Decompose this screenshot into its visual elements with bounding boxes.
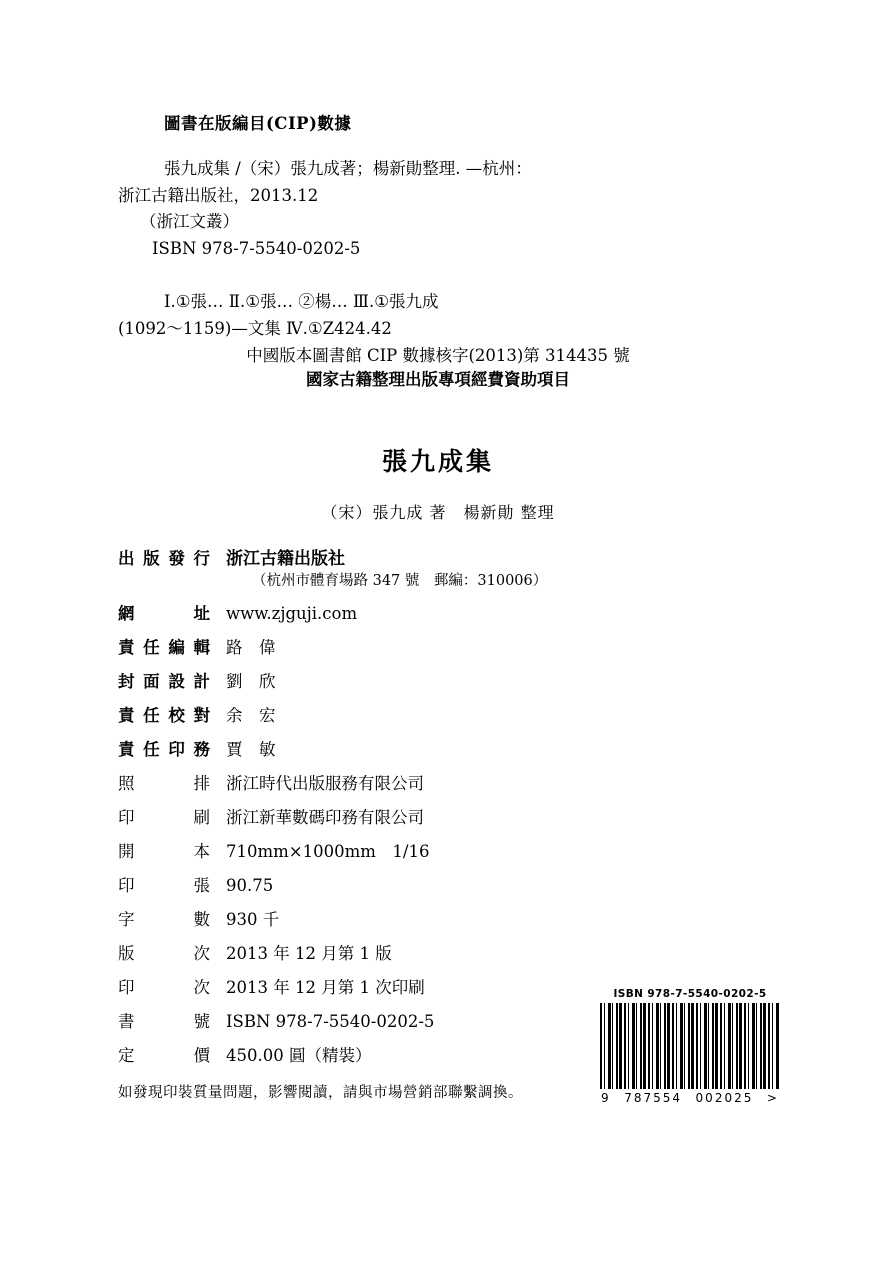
barcode-bars bbox=[600, 1003, 780, 1089]
colophon-label: 印 次 bbox=[118, 978, 210, 998]
barcode-digit-left: 9 bbox=[601, 1091, 611, 1105]
colophon-row bbox=[118, 629, 758, 663]
colophon-label: 印 張 bbox=[118, 876, 210, 896]
colophon-label: 印 刷 bbox=[118, 808, 210, 828]
book-title: 張九成集 bbox=[381, 447, 494, 477]
barcode-digit-mid: 787554 bbox=[624, 1091, 682, 1105]
colophon-value: 浙江時代出版服務有限公司 bbox=[226, 774, 424, 794]
colophon-value: 2013 年 12 月第 1 版 bbox=[226, 944, 392, 964]
colophon-value: 930 千 bbox=[226, 910, 280, 930]
cip-line-2: 浙江古籍出版社，2013.12 bbox=[118, 185, 319, 205]
cip-line-1: 張九成集 /（宋）張九成著；楊新勛整理. —杭州： bbox=[164, 159, 532, 178]
barcode-isbn-text: ISBN 978-7-5540-0202-5 bbox=[613, 988, 767, 1000]
colophon-value: 2013 年 12 月第 1 次印刷 bbox=[226, 978, 425, 998]
colophon-label: 字 數 bbox=[118, 910, 210, 930]
colophon-label: 版 次 bbox=[118, 944, 210, 964]
cip-library-record: 中國版本圖書館 CIP 數據核字(2013)第 314435 號 bbox=[246, 346, 630, 366]
colophon-value: 90.75 bbox=[226, 876, 274, 896]
colophon-value: 路 偉 bbox=[226, 638, 276, 658]
barcode-block bbox=[600, 988, 780, 1105]
colophon-row bbox=[118, 765, 758, 799]
colophon-value: ISBN 978-7-5540-0202-5 bbox=[226, 1012, 435, 1032]
cip-heading: 圖書在版編目(CIP)數據 bbox=[164, 114, 352, 133]
page-content bbox=[118, 110, 758, 1102]
colophon-row bbox=[118, 901, 758, 935]
colophon-label: 封 面 設 計 bbox=[118, 672, 210, 692]
cip-classification-1: Ⅰ.①張… Ⅱ.①張… ②楊… Ⅲ.①張九成 bbox=[164, 291, 439, 311]
colophon-label: 網 址 bbox=[118, 604, 210, 624]
colophon-label: 出 版 發 行 bbox=[118, 549, 210, 569]
colophon-value: 余 宏 bbox=[226, 706, 276, 726]
colophon-row bbox=[118, 833, 758, 867]
publisher-address: （杭州市體育場路 347 號 郵編：310006） bbox=[252, 573, 548, 590]
colophon-row bbox=[118, 935, 758, 969]
colophon-row bbox=[118, 799, 758, 833]
colophon-label: 責 任 校 對 bbox=[118, 706, 210, 726]
colophon-label: 責 任 印 務 bbox=[118, 740, 210, 760]
book-byline: （宋）張九成 著 楊新勛 整理 bbox=[321, 503, 555, 523]
colophon-value: 浙江古籍出版社 （杭州市體育場路 347 號 郵編：310006） bbox=[226, 539, 758, 595]
barcode-digit-right: 002025 bbox=[695, 1091, 754, 1105]
colophon-row bbox=[118, 731, 758, 765]
colophon-label: 開 本 bbox=[118, 842, 210, 862]
cip-line-3: （浙江文叢） bbox=[140, 212, 239, 232]
colophon-row bbox=[118, 663, 758, 697]
colophon-label: 定 價 bbox=[118, 1046, 210, 1066]
quality-notice: 如發現印裝質量問題，影響閱讀，請與市場營銷部聯繫調換。 bbox=[118, 1085, 523, 1102]
colophon-row bbox=[118, 595, 758, 629]
colophon-label: 書 號 bbox=[118, 1012, 210, 1032]
colophon-row bbox=[118, 539, 758, 595]
colophon-label: 責 任 編 輯 bbox=[118, 638, 210, 658]
colophon-value: www.zjguji.com bbox=[226, 604, 358, 624]
colophon-value: 賈 敏 bbox=[226, 740, 276, 760]
cip-classification-2: (1092～1159)—文集 Ⅳ.①Z424.42 bbox=[118, 318, 392, 338]
barcode-digit-end: > bbox=[766, 1091, 779, 1105]
barcode-digits bbox=[600, 1091, 780, 1105]
colophon-row bbox=[118, 867, 758, 901]
colophon-label: 照 排 bbox=[118, 774, 210, 794]
colophon-row bbox=[118, 697, 758, 731]
colophon-value: 710mm×1000mm 1/16 bbox=[226, 842, 430, 862]
colophon-value: 浙江新華數碼印務有限公司 bbox=[226, 808, 424, 828]
funding-note: 國家古籍整理出版專項經費資助項目 bbox=[306, 370, 570, 390]
cip-line-4: ISBN 978-7-5540-0202-5 bbox=[152, 239, 361, 259]
colophon-value: 劉 欣 bbox=[226, 672, 276, 692]
colophon-value: 450.00 圓（精裝） bbox=[226, 1046, 372, 1066]
